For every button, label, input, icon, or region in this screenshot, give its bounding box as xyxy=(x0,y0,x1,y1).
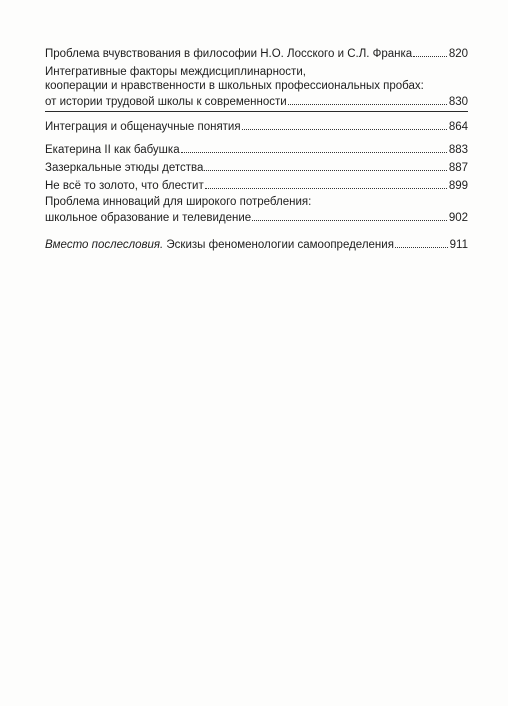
toc-page-number: 820 xyxy=(448,48,468,60)
toc-page-number: 887 xyxy=(448,162,468,174)
toc-page-number: 911 xyxy=(449,239,468,251)
toc-entry-title: от истории трудовой школы к современности xyxy=(45,95,287,108)
toc-entry-title: Интегративные факторы междисциплинарности, xyxy=(45,65,306,78)
toc-entry xyxy=(45,46,468,62)
toc-entry xyxy=(45,119,468,135)
leader-dots xyxy=(181,142,447,153)
toc-entry-title: Проблема вчувствования в философии Н.О. Лосского и С.Л. Франка xyxy=(45,48,413,60)
toc-entry-title: Интеграция и общенаучные понятия xyxy=(45,121,241,133)
table-of-contents xyxy=(45,46,468,253)
toc-entry xyxy=(45,65,468,110)
toc-entry-title: Зазеркальные этюды детства xyxy=(45,162,204,174)
leader-dots xyxy=(252,210,447,221)
toc-entry xyxy=(45,142,468,158)
toc-entry xyxy=(45,160,468,176)
toc-page-number: 902 xyxy=(448,211,468,224)
toc-entry-title: кооперации и нравственности в школьных профессиональных пробах: xyxy=(45,80,424,92)
afterword-title: Эскизы феноменологии самоопределения xyxy=(163,239,394,251)
toc-entry xyxy=(45,178,468,194)
afterword-lead: Вместо послесловия. xyxy=(45,239,164,251)
leader-dots xyxy=(288,94,447,105)
toc-page-number: 899 xyxy=(448,179,468,192)
leader-dots xyxy=(242,119,447,130)
toc-page-number: 830 xyxy=(448,95,468,108)
divider xyxy=(45,111,468,112)
toc-entry-title: Екатерина II как бабушка xyxy=(45,143,180,156)
leader-dots xyxy=(204,160,446,171)
leader-dots xyxy=(395,237,448,248)
toc-page-number: 864 xyxy=(448,121,468,133)
toc-entry-title: Проблема инноваций для широкого потребления: xyxy=(45,196,312,208)
toc-page-number: 883 xyxy=(448,143,468,156)
leader-dots xyxy=(413,46,447,57)
toc-afterword-entry xyxy=(45,237,468,253)
leader-dots xyxy=(205,178,447,189)
toc-entry-title: школьное образование и телевидение xyxy=(45,211,252,224)
toc-entry-title: Не всё то золото, что блестит xyxy=(45,179,204,192)
toc-entry xyxy=(45,195,468,225)
